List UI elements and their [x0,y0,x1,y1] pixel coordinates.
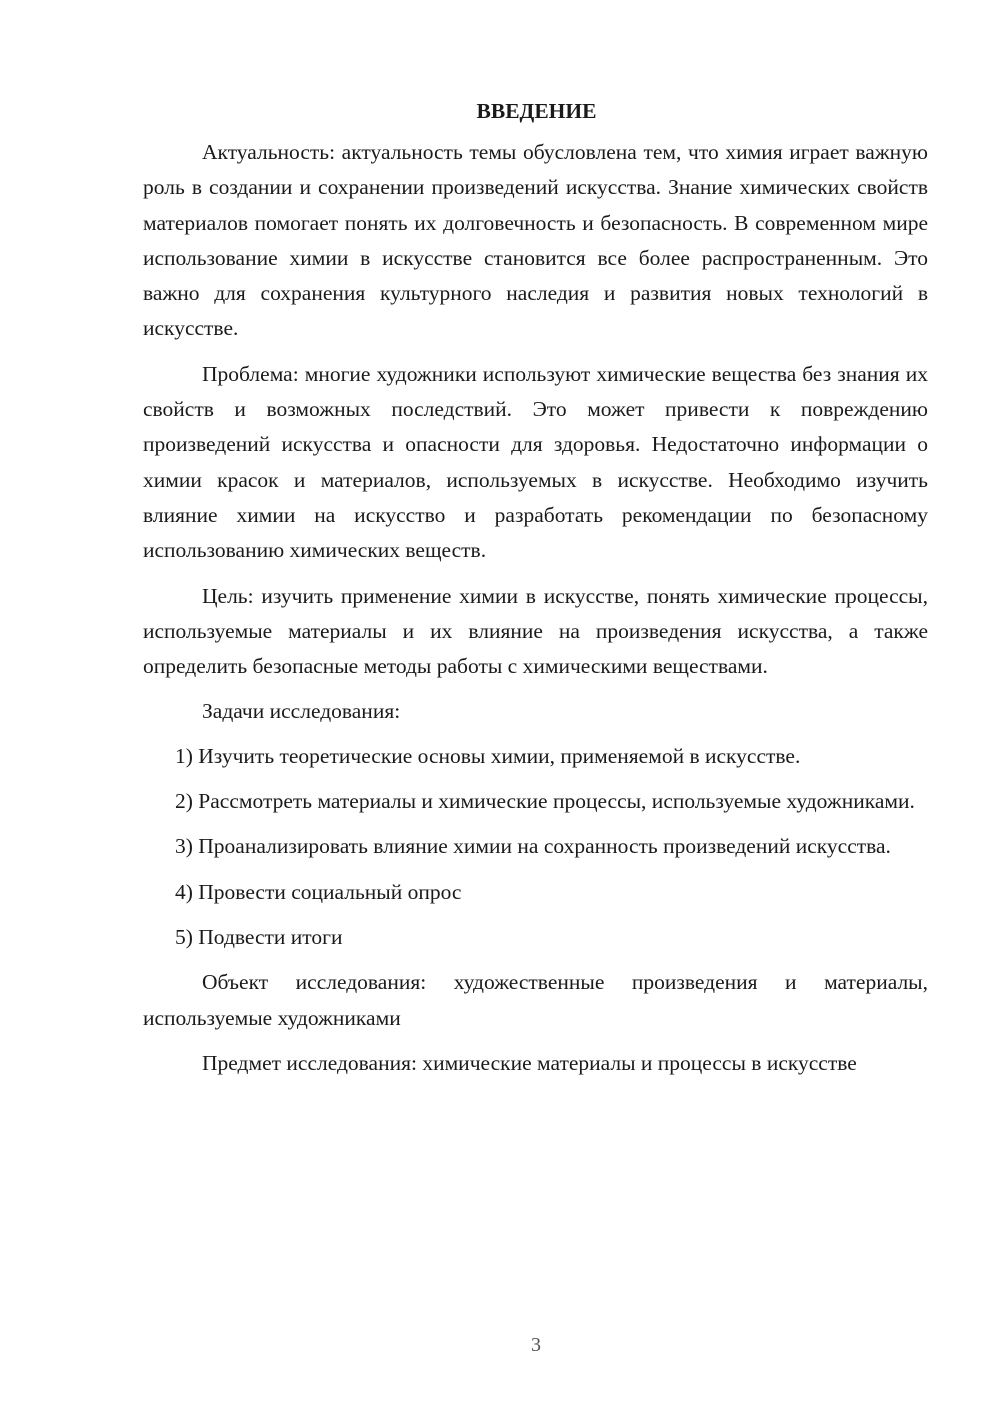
paragraph-relevance: Актуальность: актуальность темы обусловлена тем, что химия играет важную роль в создании и сохранении произведений искусства. Знание химических свойств материалов помогает понять их долговечность и безопасность. В современном мире использование химии в искусстве становится все более распространенным. Это важно для сохранения культурного наследия и развития новых технологий в искусстве. [143,140,928,341]
task-item-1: 1) Изучить теоретические основы химии, применяемой в искусстве. [175,743,801,768]
task-item-4: 4) Провести социальный опрос [175,879,462,904]
paragraph-problem: Проблема: многие художники используют химические вещества без знания их свойств и возможных последствий. Это может привести к повреждению произведений искусства и опасности для здоровья. Недостаточно информации о химии красок и материалов, используемых в искусстве. Необходимо изучить влияние химии на искусство и разработать рекомендации по безопасному использованию химических веществ. [143,361,928,563]
paragraph-object: Объект исследования: художественные произведения и материалы, используемые художниками [143,970,928,1030]
task-item-2: 2) Рассмотреть материалы и химические процессы, используемые художниками. [175,789,915,814]
task-item-3: 3) Проанализировать влияние химии на сохранность произведений искусства. [175,834,891,859]
page-title: ВВЕДЕНИЕ [476,99,597,123]
page-number: 3 [531,1334,541,1356]
paragraph-subject: Предмет исследования: химические материалы и процессы в искусстве [202,1050,857,1075]
task-item-5: 5) Подвести итоги [175,924,343,949]
tasks-heading: Задачи исследования: [202,699,401,724]
document-page [143,96,928,1091]
paragraph-goal: Цель: изучить применение химии в искусстве, понять химические процессы, используемые материалы и их влияние на произведения искусства, а также определить безопасные методы работы с химическими веществами. [143,583,928,679]
